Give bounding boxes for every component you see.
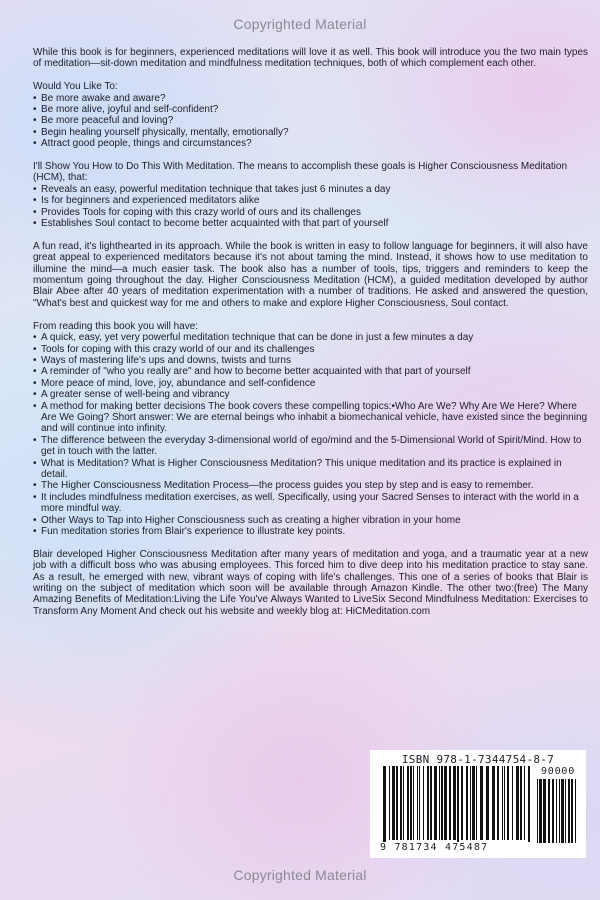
from-reading-list	[33, 332, 588, 537]
list-item: • Fun meditation stories from Blair's experience to illustrate key points.	[33, 526, 588, 537]
list-item: • Attract good people, things and circumstances?	[33, 138, 588, 149]
isbn-label: ISBN 978-1-7344754-8-7	[401, 753, 555, 766]
list-item: • What is Meditation? What is Higher Consciousness Meditation? This unique meditation and its practice is explained in detail.	[33, 458, 588, 481]
list-item: • The difference between the everyday 3-dimensional world of ego/mind and the 5-Dimensional World of Spirit/Mind. How to get in touch with the latter.	[33, 435, 588, 458]
list-item: • Is for beginners and experienced meditators alike	[33, 195, 588, 206]
addon-digits: 90000	[540, 766, 576, 777]
fun-read-paragraph: A fun read, it's lighthearted in its approach. While the book is written in easy to follow language for beginners, it will also have great appeal to experienced meditators because it's not about taming the mind. Instead, it shows how to use meditation to illumine the mind—a much easier task. The book also has a number of tools, tips, triggers and reminders to keep the momentum going throughout the day. Higher Consciousness Meditation (HCM), a guided meditation developed by author Blair Abee after 40 years of meditation experimentation with a number of traditions. He asked and answered the question, "What's best and quickest way for me and others to make and explore Higher Consciousness, Soul contact.	[33, 240, 588, 309]
barcode-icon	[382, 766, 532, 842]
copyright-watermark-bottom: Copyrighted Material	[233, 867, 367, 883]
copyright-watermark-top: Copyrighted Material	[233, 16, 367, 32]
list-item: • A greater sense of well-being and vibrancy	[33, 389, 588, 400]
list-item: • Ways of mastering life's ups and downs, twists and turns	[33, 355, 588, 366]
would-you-list	[33, 93, 588, 150]
list-item: • Begin healing yourself physically, mentally, emotionally?	[33, 127, 588, 138]
from-reading-heading: From reading this book you will have:	[33, 320, 199, 332]
list-item: • Establishes Soul contact to become better acquainted with that part of yourself	[33, 218, 588, 229]
isbn-barcode-box	[370, 750, 586, 858]
addon-barcode-icon	[536, 779, 580, 843]
barcode-digits: 9 781734 475487	[380, 842, 489, 853]
show-you-list	[33, 184, 588, 230]
list-item: • It includes mindfulness meditation exercises, as well. Specifically, using your Sacred Senses to interact with the world in a more mindful way.	[33, 492, 588, 515]
list-item: • Tools for coping with this crazy world of our and its challenges	[33, 344, 588, 355]
would-you-heading: Would You Like To:	[33, 81, 118, 93]
list-item: • Provides Tools for coping with this crazy world of ours and its challenges	[33, 207, 588, 218]
list-item: • More peace of mind, love, joy, abundance and self-confidence	[33, 378, 588, 389]
show-you-heading: I'll Show You How to Do This With Meditation. The means to accomplish these goals is Higher Consciousness Meditation (HCM), that:	[33, 161, 568, 184]
list-item: • A quick, easy, yet very powerful meditation technique that can be done in just a few minutes a day	[33, 332, 588, 343]
list-item: • Reveals an easy, powerful meditation technique that takes just 6 minutes a day	[33, 184, 588, 195]
back-cover-text	[33, 47, 588, 629]
intro-paragraph: While this book is for beginners, experienced meditations will love it as well. This book will introduce you the two main types of meditation—sit-down meditation and mindfulness meditation techniques, both of which complement each other.	[33, 47, 588, 70]
list-item: • Be more alive, joyful and self-confident?	[33, 104, 588, 115]
list-item: • Be more awake and aware?	[33, 93, 588, 104]
list-item: • A reminder of "who you really are" and how to become better acquainted with that part of yourself	[33, 366, 588, 377]
list-item: • Other Ways to Tap into Higher Consciousness such as creating a higher vibration in your home	[33, 515, 588, 526]
list-item: • The Higher Consciousness Meditation Process—the process guides you step by step and is easy to remember.	[33, 480, 588, 491]
list-item: • Be more peaceful and loving?	[33, 115, 588, 126]
author-bio-paragraph: Blair developed Higher Consciousness Meditation after many years of meditation and yoga, and a traumatic year at a new job with a difficult boss who was abusing employees. This forced him to dive deep into his meditation practice to stay sane. As a result, he emerged with new, vibrant ways of coping with life's challenges. This one of a series of books that Blair is writing on the subject of meditation which soon will be available through Amazon Kindle. The other two:(free) The Many Amazing Benefits of Meditation:Living the Life You've Always Wanted to LiveSix Second Mindfulness Meditation: Exercises to Transform Any Moment And check out his website and weekly blog at: HiCMeditation.com	[33, 548, 588, 617]
list-item: • A method for making better decisions The book covers these compelling topics:•Who Are We? Why Are We Here? Where Are We Going? Short answer: We are eternal beings who inhabit a biomechanical vehicle, have existed since the beginning and will continue into infinity.	[33, 401, 588, 435]
